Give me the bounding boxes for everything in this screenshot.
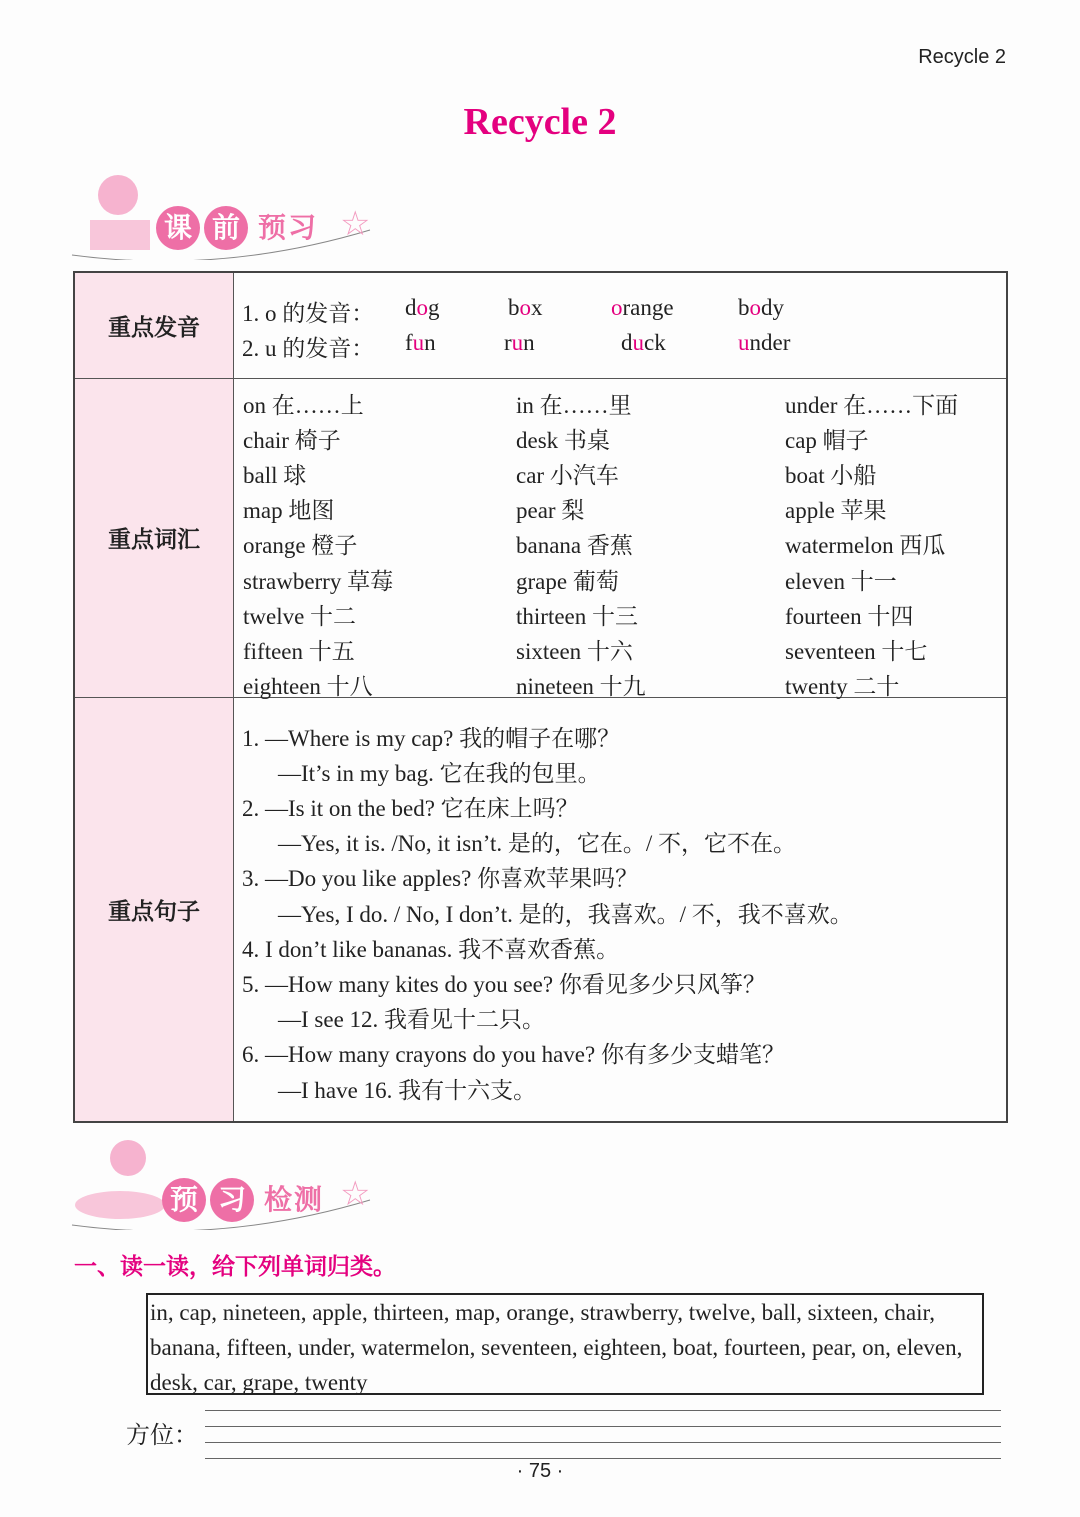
word-part: ck — [644, 330, 666, 355]
vocab-item: thirteen 十三 — [516, 603, 638, 629]
vocab-item: banana 香蕉 — [516, 533, 633, 559]
vocab-item: eighteen 十八 — [243, 674, 373, 700]
vocab-item: eleven 十一 — [785, 568, 897, 594]
vocab-item: twenty 二十 — [785, 674, 900, 700]
vocab-item: orange 橙子 — [243, 533, 358, 559]
highlighted-letter: u — [632, 330, 644, 355]
vocab-item: map 地图 — [243, 498, 335, 524]
vocab-item: boat 小船 — [785, 462, 877, 488]
vocab-item: under 在……下面 — [785, 392, 959, 418]
svg-text:☆: ☆ — [340, 206, 371, 243]
banner-bubble: 课 — [156, 206, 200, 250]
word-part: range — [622, 295, 674, 320]
vocab-item: fourteen 十四 — [785, 603, 914, 629]
vocab-item: seventeen 十七 — [785, 638, 928, 664]
answer-line[interactable] — [205, 1442, 1001, 1443]
pronunciation-prefix: 1. o 的发音： — [242, 301, 375, 326]
vocab-item: car 小汽车 — [516, 462, 619, 488]
svg-text:☆: ☆ — [340, 1176, 371, 1213]
sentence-line: 4. I don’t like bananas. 我不喜欢香蕉。 — [242, 936, 620, 962]
sentence-line: 1. —Where is my cap? 我的帽子在哪？ — [242, 725, 621, 751]
word-bank: in, cap, nineteen, apple, thirteen, map, orange, strawberry, twelve, ball, sixteen, chair, banana, fifteen, under, watermelon, seventeen, eighteen, boat, fourteen, pear, on, eleven, desk, car, grape, twenty — [146, 1293, 984, 1395]
key-points-table — [73, 271, 1008, 1123]
label-pronunciation: 重点发音 — [74, 272, 234, 378]
word-part: d — [621, 330, 633, 355]
vocab-item: chair 椅子 — [243, 427, 341, 453]
banner-bubble: 习 — [210, 1178, 254, 1222]
vocab-item: in 在……里 — [516, 392, 632, 418]
vocab-item: pear 梨 — [516, 498, 585, 524]
page-title: Recycle 2 — [463, 101, 617, 143]
vocab-item: watermelon 西瓜 — [785, 533, 946, 559]
sentence-line: —I have 16. 我有十六支。 — [278, 1077, 537, 1103]
word-part: nder — [749, 330, 791, 355]
pronunciation-word — [611, 295, 674, 321]
word-part: g — [428, 295, 440, 320]
highlighted-letter: u — [511, 330, 524, 355]
pronunciation-word — [504, 330, 535, 356]
sentence-line: 5. —How many kites do you see? 你看见多少只风筝？ — [242, 971, 766, 997]
answer-label-position: 方位： — [126, 1423, 198, 1449]
word-part: n — [424, 330, 436, 355]
vocab-item: on 在……上 — [243, 392, 364, 418]
highlighted-letter: o — [749, 295, 761, 320]
word-part: r — [504, 330, 512, 355]
running-header: Recycle 2 — [918, 46, 1006, 68]
vocab-item: apple 苹果 — [785, 498, 887, 524]
sentence-line: 2. —Is it on the bed? 它在床上吗？ — [242, 795, 579, 821]
word-part: n — [523, 330, 535, 355]
sentence-line: —Yes, it is. /No, it isn’t. 是的，它在。/ 不，它不在。 — [278, 831, 796, 857]
page-number: · 75 · — [516, 1460, 564, 1482]
word-part: dy — [761, 295, 784, 320]
highlighted-letter: o — [416, 295, 428, 320]
vocab-item: fifteen 十五 — [243, 638, 355, 664]
vocab-item: sixteen 十六 — [516, 638, 633, 664]
pronunciation-word — [738, 295, 784, 321]
vocab-item: strawberry 草莓 — [243, 568, 394, 594]
pronunciation-word — [405, 330, 436, 356]
highlighted-letter: u — [412, 330, 425, 355]
vocab-item: ball 球 — [243, 462, 307, 488]
label-vocabulary: 重点词汇 — [74, 378, 234, 697]
label-sentences: 重点句子 — [74, 697, 234, 1122]
answer-line[interactable] — [205, 1426, 1001, 1427]
exercise-title: 一、读一读，给下列单词归类。 — [74, 1254, 396, 1280]
banner-text: 预习 — [258, 211, 319, 244]
section-banner-check — [70, 1130, 380, 1230]
vocab-item: twelve 十二 — [243, 603, 357, 629]
answer-line[interactable] — [205, 1458, 1001, 1459]
answer-line[interactable] — [205, 1410, 1001, 1411]
vocab-item: cap 帽子 — [785, 427, 869, 453]
word-part: b — [738, 295, 750, 320]
sentence-line: —I see 12. 我看见十二只。 — [278, 1007, 546, 1033]
word-part: d — [405, 295, 417, 320]
banner-bubble: 预 — [162, 1178, 206, 1222]
highlighted-letter: o — [611, 295, 623, 320]
pronunciation-prefix: 2. u 的发音： — [242, 336, 375, 361]
highlighted-letter: u — [738, 330, 750, 355]
pronunciation-word — [508, 295, 543, 321]
banner-text: 检测 — [264, 1183, 325, 1216]
sentence-line: —It’s in my bag. 它在我的包里。 — [278, 760, 601, 786]
word-part: x — [531, 295, 543, 320]
banner-bubble: 前 — [204, 206, 248, 250]
vocab-item: nineteen 十九 — [516, 674, 646, 700]
word-part: f — [405, 330, 413, 355]
pronunciation-word — [621, 330, 666, 356]
vocab-item: desk 书桌 — [516, 427, 610, 453]
sentence-line: —Yes, I do. / No, I don’t. 是的，我喜欢。/ 不，我不喜欢。 — [278, 901, 853, 927]
word-part: b — [508, 295, 520, 320]
sentence-line: 6. —How many crayons do you have? 你有多少支蜡笔？ — [242, 1042, 785, 1068]
vocab-item: grape 葡萄 — [516, 568, 619, 594]
pronunciation-word — [738, 330, 790, 356]
sentence-line: 3. —Do you like apples? 你喜欢苹果吗？ — [242, 866, 639, 892]
highlighted-letter: o — [519, 295, 531, 320]
pronunciation-word — [405, 295, 440, 321]
section-banner-preview — [70, 160, 380, 260]
